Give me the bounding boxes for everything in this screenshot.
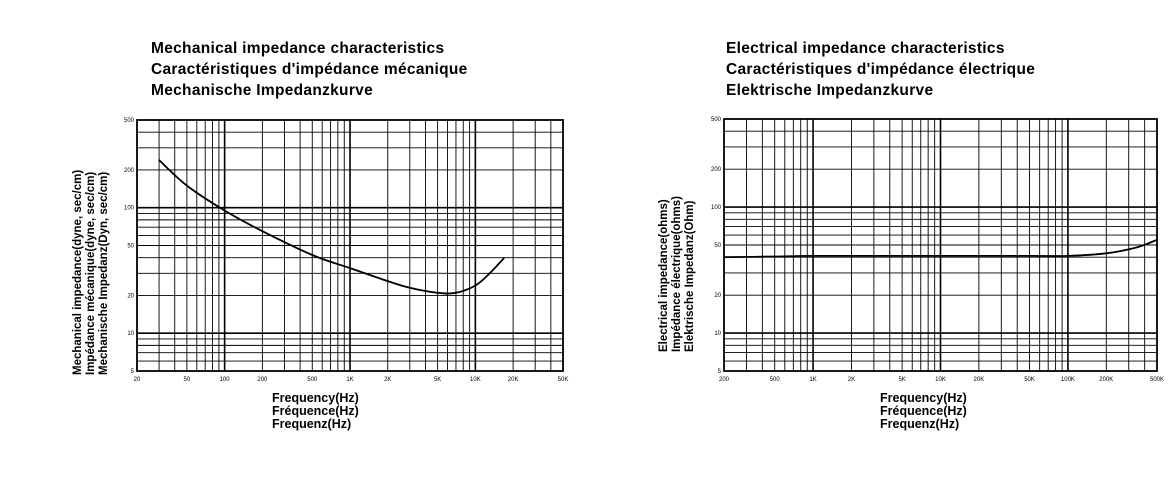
y-tick-label: 10 [714,331,721,338]
x-axis-label-en: Frequency(Hz) [272,391,359,405]
y-tick-label: 100 [123,205,134,212]
x-tick-label: 100 [219,377,230,383]
grid [724,119,1157,371]
y-tick-label: 50 [714,243,721,249]
y-tick-label: 50 [127,243,134,250]
x-tick-label: 20 [133,377,141,383]
x-tick-label: 100K [1060,377,1075,383]
x-tick-label: 1K [809,377,817,383]
x-tick-label: 500 [769,377,780,383]
x-tick-label: 200K [1099,377,1114,383]
grid [137,120,563,371]
chart-title-de: Mechanische Impedanzkurve [151,82,373,99]
x-axis-label-fr: Fréquence(Hz) [272,404,359,418]
x-tick-label: 50K [1024,377,1035,383]
y-axis-label-fr: Impédance mécanique(dyne, sec/cm) [85,171,97,375]
y-tick-label: 500 [710,117,721,123]
x-axis-labels [880,392,967,431]
x-tick-label: 500K [1149,377,1165,383]
chart-title-en: Electrical impedance characteristics [726,40,1005,57]
x-tick-label: 20K [973,377,985,383]
x-tick-label: 50 [183,377,191,383]
x-axis-label-en: Frequency(Hz) [880,391,967,405]
y-axis-label-de: Mechanische Impedanz(Dyn, sec/cm) [98,171,110,375]
chart-title-fr: Caractéristiques d'impédance électrique [726,61,1036,78]
x-tick-label: 20K [507,377,519,383]
y-tick-label: 100 [710,205,721,212]
chart-title-en: Mechanical impedance characteristics [151,40,445,57]
x-tick-label: 5K [433,377,442,383]
y-axis-label-en: Electrical impedance(ohms) [658,199,670,352]
y-tick-label: 20 [127,293,134,300]
x-axis-label-de: Frequenz(Hz) [880,417,960,431]
y-axis-label-fr: Impédance électrique(ohms) [671,196,683,352]
y-axis-label-de: Elektrische Impedanz(Ohm) [684,200,696,352]
x-tick-label: 5K [898,377,906,383]
y-tick-label: 5 [130,369,134,375]
x-tick-label: 2K [847,377,856,383]
x-tick-label: 50K [557,377,569,383]
x-tick-label: 200 [718,377,730,383]
x-tick-label: 500 [307,377,318,383]
chart-title-fr: Caractéristiques d'impédance mécanique [151,61,468,78]
electrical-impedance-panel [588,0,1176,479]
y-tick-label: 10 [127,331,134,338]
x-axis-label-de: Frequenz(Hz) [272,417,352,431]
y-tick-label: 200 [710,167,721,174]
x-tick-label: 10K [470,377,481,383]
y-tick-label: 20 [714,293,721,300]
y-axis-label-en: Mechanical impedance(dyne, sec/cm) [72,169,84,375]
x-tick-label: 10K [935,377,946,383]
x-tick-label: 1K [346,377,354,383]
x-axis-labels [272,392,359,431]
y-tick-label: 5 [717,369,721,375]
chart-title-de: Elektrische Impedanzkurve [726,82,934,99]
x-tick-label: 200 [257,377,268,383]
x-tick-label: 2K [384,377,392,383]
y-tick-label: 200 [123,167,134,174]
y-tick-label: 500 [123,118,134,124]
x-axis-label-fr: Fréquence(Hz) [880,404,967,418]
